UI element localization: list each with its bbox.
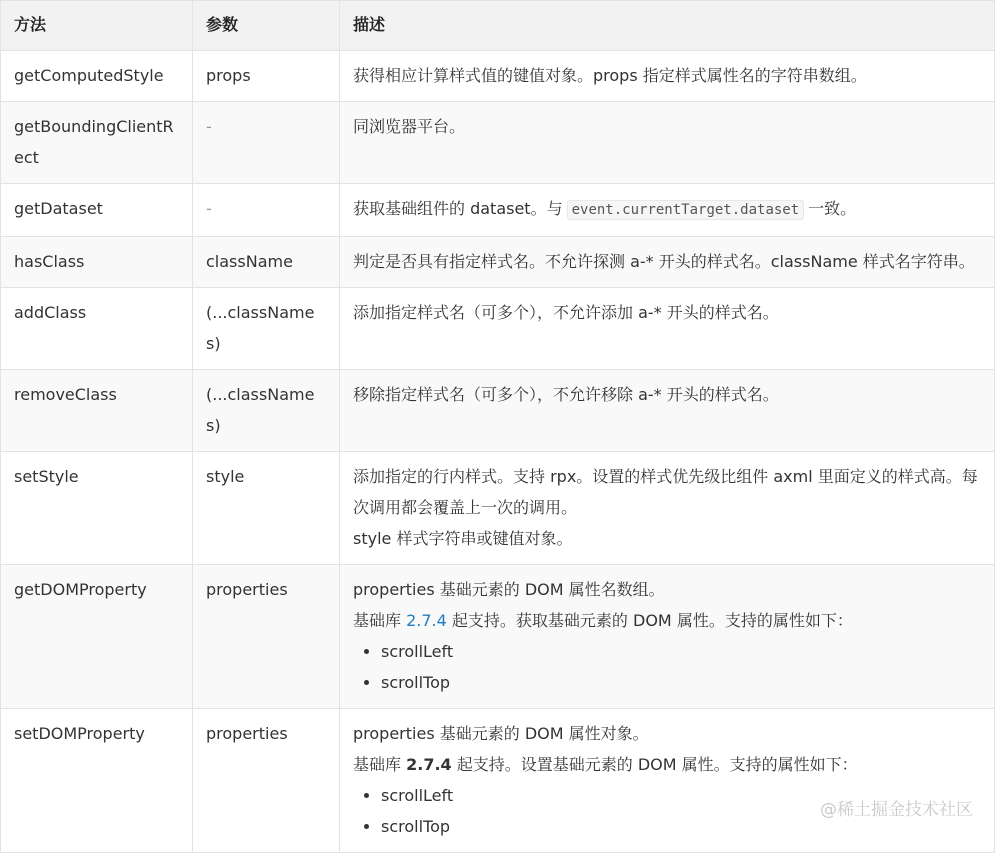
table-row (1, 709, 995, 853)
desc-text: 添加指定的行内样式。支持 rpx。设置的样式优先级比组件 axml 里面定义的样式高。每次调用都会覆盖上一次的调用。 (353, 467, 978, 517)
method-cell: getDataset (1, 184, 193, 237)
desc-suffix: 起支持。设置基础元素的 DOM 属性。支持的属性如下： (456, 755, 858, 774)
table-row (1, 51, 995, 102)
table-header-row (1, 1, 995, 51)
desc-cell: 移除指定样式名（可多个），不允许移除 a-* 开头的样式名。 (340, 370, 995, 452)
desc-text (353, 605, 982, 636)
method-cell: getDOMProperty (1, 565, 193, 709)
list-item: • scrollLeft (381, 636, 982, 667)
method-cell: getBoundingClientRect (1, 102, 193, 184)
desc-text: properties 基础元素的 DOM 属性对象。 (353, 724, 649, 743)
desc-text: style 样式字符串或键值对象。 (353, 529, 573, 548)
desc-prefix: 基础库 (353, 755, 402, 774)
table-row (1, 370, 995, 452)
param-cell: properties (193, 565, 340, 709)
param-cell: props (193, 51, 340, 102)
desc-cell (340, 184, 995, 237)
desc-text: 一致。 (808, 199, 857, 218)
watermark: @稀土掘金技术社区 (820, 800, 973, 820)
method-cell: hasClass (1, 237, 193, 288)
param-cell: - (193, 102, 340, 184)
param-cell: (...classNames) (193, 288, 340, 370)
list-item: • scrollTop (381, 667, 982, 698)
version-text: 2.7.4 (406, 755, 452, 774)
inline-code: event.currentTarget.dataset (567, 200, 805, 220)
desc-cell: 获得相应计算样式值的键值对象。props 指定样式属性名的字符串数组。 (340, 51, 995, 102)
method-cell: removeClass (1, 370, 193, 452)
param-cell: style (193, 452, 340, 565)
list-item: • scrollTop (381, 811, 982, 842)
desc-text: 获取基础组件的 dataset。与 (353, 199, 563, 218)
desc-text (353, 749, 982, 780)
desc-suffix: 起支持。获取基础元素的 DOM 属性。支持的属性如下： (451, 611, 853, 630)
property-list (353, 636, 982, 698)
method-cell: setStyle (1, 452, 193, 565)
version-link[interactable]: 2.7.4 (406, 611, 447, 630)
desc-prefix: 基础库 (353, 611, 402, 630)
desc-text: properties 基础元素的 DOM 属性名数组。 (353, 580, 665, 599)
param-cell: className (193, 237, 340, 288)
desc-cell (340, 452, 995, 565)
method-cell: getComputedStyle (1, 51, 193, 102)
table-row (1, 288, 995, 370)
desc-cell: 同浏览器平台。 (340, 102, 995, 184)
list-item: • scrollLeft (381, 780, 982, 811)
header-param: 参数 (193, 1, 340, 51)
param-cell: (...classNames) (193, 370, 340, 452)
method-cell: setDOMProperty (1, 709, 193, 853)
table-row (1, 184, 995, 237)
param-cell: - (193, 184, 340, 237)
header-desc: 描述 (340, 1, 995, 51)
table-row (1, 102, 995, 184)
param-cell: properties (193, 709, 340, 853)
table-row (1, 452, 995, 565)
table-row (1, 237, 995, 288)
desc-cell: 添加指定样式名（可多个），不允许添加 a-* 开头的样式名。 (340, 288, 995, 370)
desc-cell: 判定是否具有指定样式名。不允许探测 a-* 开头的样式名。className 样式名字符串。 (340, 237, 995, 288)
table-row (1, 565, 995, 709)
desc-cell (340, 709, 995, 853)
desc-cell (340, 565, 995, 709)
method-cell: addClass (1, 288, 193, 370)
header-method: 方法 (1, 1, 193, 51)
